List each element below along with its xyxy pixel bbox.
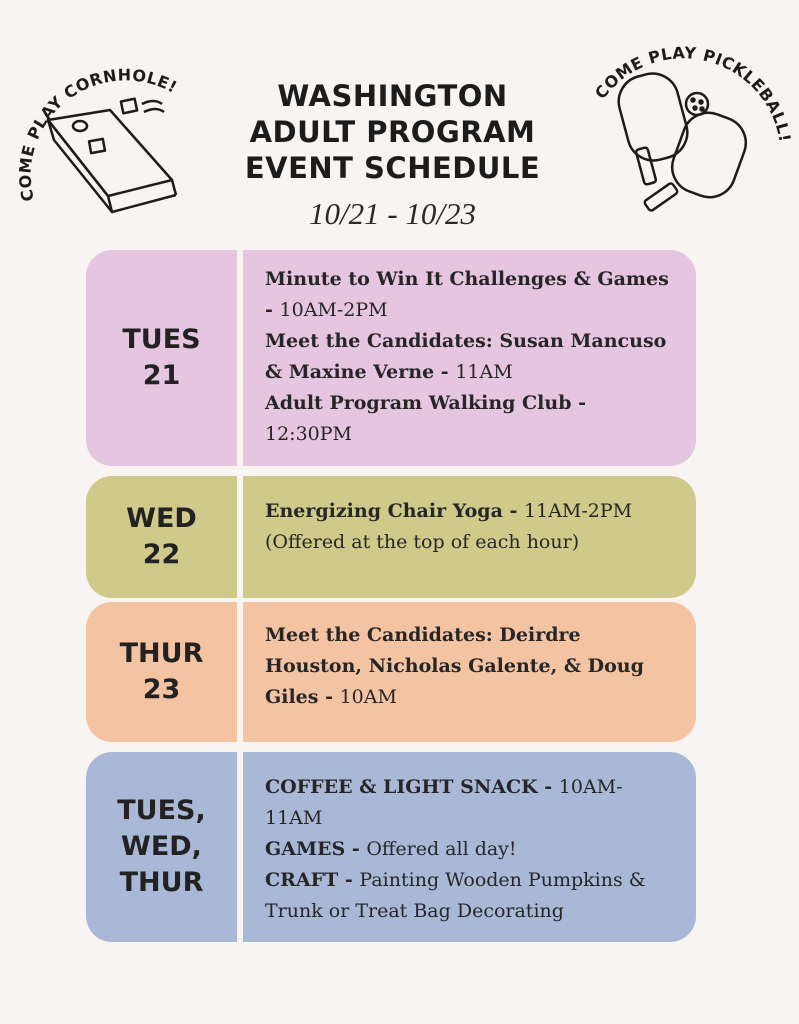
schedule-row-wed bbox=[86, 476, 696, 598]
title-line: EVENT SCHEDULE bbox=[244, 151, 541, 185]
event-item: Meet the Candidates: Susan Mancuso & Maxine Verne - 11AM bbox=[265, 330, 667, 383]
page-title bbox=[200, 78, 585, 186]
event-list bbox=[243, 752, 696, 942]
event-list bbox=[243, 250, 696, 466]
pickleball-paddles-icon bbox=[613, 68, 753, 212]
header bbox=[0, 0, 799, 250]
schedule-row-tues bbox=[86, 250, 696, 466]
cornhole-badge-text: COME PLAY CORNHOLE! bbox=[15, 65, 181, 204]
event-list bbox=[243, 476, 696, 598]
day-label: THUR 23 bbox=[86, 602, 237, 742]
event-item: Energizing Chair Yoga - 11AM-2PM bbox=[265, 500, 633, 522]
event-item: Adult Program Walking Club - 12:30PM bbox=[265, 392, 587, 445]
event-list bbox=[243, 602, 696, 742]
cornhole-board-icon bbox=[48, 99, 176, 212]
cornhole-badge bbox=[0, 40, 210, 230]
schedule-row-all bbox=[86, 752, 696, 942]
title-line: ADULT PROGRAM bbox=[249, 115, 536, 149]
pickleball-badge bbox=[585, 30, 799, 230]
day-label: TUES, WED, THUR bbox=[86, 752, 237, 942]
pickleball-badge-text: COME PLAY PICKLEBALL! bbox=[591, 43, 795, 144]
date-range: 10/21 - 10/23 bbox=[308, 196, 477, 231]
event-item: CRAFT - Painting Wooden Pumpkins & Trunk or Treat Bag Decorating bbox=[265, 869, 646, 922]
day-label: WED 22 bbox=[86, 476, 237, 598]
event-item: Minute to Win It Challenges & Games - 10AM-2PM bbox=[265, 268, 669, 321]
day-label: TUES 21 bbox=[86, 250, 237, 466]
event-item: COFFEE & LIGHT SNACK - 10AM-11AM bbox=[265, 776, 623, 829]
event-note: (Offered at the top of each hour) bbox=[265, 531, 580, 553]
schedule-row-thur bbox=[86, 602, 696, 742]
title-line: WASHINGTON bbox=[277, 79, 508, 113]
event-item: Meet the Candidates: Deirdre Houston, Nicholas Galente, & Doug Giles - 10AM bbox=[265, 624, 644, 708]
event-item: GAMES - Offered all day! bbox=[265, 838, 517, 860]
